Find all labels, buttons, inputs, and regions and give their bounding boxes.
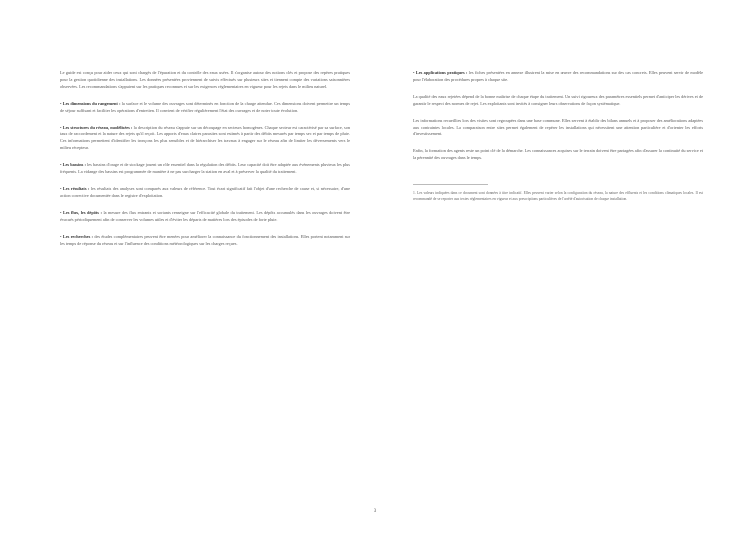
item-lead: Les structures du réseau, modélisées : <box>62 124 133 130</box>
body-paragraph: Les informations recueillies lors des visites sont regroupées dans une base commune. Elles servent à établir des bilans annuels et à proposer des améliorations adaptées aux contraintes locales. La comparaison entre sites permet également de repérer les installations qui nécessitent une attention particulière et d'orienter les efforts d'investissement. <box>413 117 703 137</box>
item-lead: Les applications pratiques : <box>415 70 468 75</box>
list-item: • Les dimensions du rangement : la surface et le volume des ouvrages sont déterminés en fonction de la charge attendue. Ces dimensions doivent permettre un temps de séjour suffisant et faciliter les opérations d'entretien. Il convient de vérifier régulièrement l'état des ouvrages et de noter toute évolution. <box>60 100 350 113</box>
item-text: les résultats des analyses sont comparés aux valeurs de référence. Tout écart significatif fait l'objet d'une recherche de cause et, si nécessaire, d'une action corrective documentée dans le registre d'exploitation. <box>60 185 350 198</box>
list-item: • Les flux, les dépôts : la mesure des flux entrants et sortants renseigne sur l'efficacité globale du traitement. Les dépôts accumulés dans les ouvrages doivent être évacués périodiquement afin de conserver les volumes utiles et d'éviter les départs de matières lors des épisodes de forte pluie. <box>60 209 351 222</box>
item-text: la description du réseau s'appuie sur un découpage en secteurs homogènes. Chaque secteur est caractérisé par sa surface, son taux de raccordement et la nature des rejets qu'il reçoit. Les apports d'eaux claires parasites sont estimés à partir des débits mesurés par temps sec et par temps de pluie. Ces informations permettent d'identifier les tronçons les plus sensibles et de hiérarchiser les travaux à engager sur le réseau afin de limiter les déversements vers le milieu récepteur. <box>60 124 350 151</box>
item-lead: Les bassins : <box>62 162 86 168</box>
item-lead: Les résultats : <box>62 185 90 191</box>
item-lead: Les flux, les dépôts : <box>63 209 102 215</box>
list-item: • Les bassins : les bassins d'orage et de stockage jouent un rôle essentiel dans la régulation des débits. Leur capacité doit être adaptée aux événements pluvieux les plus fréquents. La vidange des bassins est programmée de manière à ne pas surcharger la station en aval et à préserver la qualité du traitement. <box>60 162 350 175</box>
footnote-divider <box>413 184 488 185</box>
list-item: • Les résultats : les résultats des analyses sont comparés aux valeurs de référence. Tout écart significatif fait l'objet d'une recherche de cause et, si nécessaire, d'une action corrective documentée dans le registre d'exploitation. <box>60 185 350 198</box>
list-item: • Les applications pratiques : les fiches présentées en annexe illustrent la mise en œuvre des recommandations sur des cas concrets. Elles peuvent servir de modèle pour l'élaboration des procédures propres à chaque site. <box>413 70 703 82</box>
item-text: les fiches présentées en annexe illustrent la mise en œuvre des recommandations sur des cas concrets. Elles peuvent servir de modèle pour l'élaboration des procédures propres à chaque site. <box>413 70 703 82</box>
item-text: la mesure des flux entrants et sortants renseigne sur l'efficacité globale du traitement. Les dépôts accumulés dans les ouvrages doivent être évacués périodiquement afin de conserver les volumes utiles et d'éviter les départs de matières lors des épisodes de forte pluie. <box>60 209 351 222</box>
right-column <box>413 70 703 206</box>
item-lead: Les recherches : <box>62 233 93 239</box>
list-item: • Les structures du réseau, modélisées : la description du réseau s'appuie sur un découpage en secteurs homogènes. Chaque secteur est caractérisé par sa surface, son taux de raccordement et la nature des rejets qu'il reçoit. Les apports d'eaux claires parasites sont estimés à partir des débits mesurés par temps sec et par temps de pluie. Ces informations permettent d'identifier les tronçons les plus sensibles et de hiérarchiser les travaux à engager sur le réseau afin de limiter les déversements vers le milieu récepteur. <box>60 124 350 151</box>
footnote: 1. Les valeurs indiquées dans ce document sont données à titre indicatif. Elles peuvent varier selon la configuration du réseau, la nature des effluents et les conditions climatiques locales. Il est recommandé de se reporter aux textes réglementaires en vigueur et aux prescriptions particulières de l'arrêté d'autorisation de chaque installation. <box>413 191 703 201</box>
item-lead: Les dimensions du rangement : <box>62 100 121 106</box>
item-text: des études complémentaires peuvent être menées pour améliorer la connaissance du fonctionnement des installations. Elles portent notamment sur les temps de réponse du réseau et sur l'influence des conditions météorologiques sur les charges reçues. <box>60 233 351 246</box>
body-paragraph: La qualité des eaux rejetées dépend de la bonne maîtrise de chaque étape du traitement. Un suivi rigoureux des paramètres essentiels permet d'anticiper les dérives et de garantir le respect des normes de rejet. Les exploitants sont invités à consigner leurs observations de façon systématique. <box>413 93 703 106</box>
body-paragraph: Enfin, la formation des agents reste un point clé de la démarche. Les connaissances acquises sur le terrain doivent être partagées afin d'assurer la continuité du service et la pérennité des ouvrages dans le temps. <box>413 148 703 161</box>
left-column <box>60 70 350 257</box>
item-text: les bassins d'orage et de stockage jouent un rôle essentiel dans la régulation des débits. Leur capacité doit être adaptée aux événements pluvieux les plus fréquents. La vidange des bassins est programmée de manière à ne pas surcharger la station en aval et à préserver la qualité du traitement. <box>60 162 350 175</box>
intro-paragraph: Le guide est conçu pour aider ceux qui sont chargés de l'épuration et du contrôle des eaux usées. Il s'organise autour des notions clés et propose des repères pratiques pour la gestion quotidienne des installations. Les données présentées proviennent de suivis effectués sur plusieurs sites et tiennent compte des variations saisonnières observées. Les recommandations s'appuient sur les pratiques reconnues et sur les exigences réglementaires en vigueur pour les rejets dans le milieu naturel. <box>60 70 350 89</box>
item-text: la surface et le volume des ouvrages sont déterminés en fonction de la charge attendue. Ces dimensions doivent permettre un temps de séjour suffisant et faciliter les opérations d'entretien. Il convient de vérifier régulièrement l'état des ouvrages et de noter toute évolution. <box>60 100 350 113</box>
page-number: 3 <box>373 509 377 514</box>
list-item: • Les recherches : des études complémentaires peuvent être menées pour améliorer la connaissance du fonctionnement des installations. Elles portent notamment sur les temps de réponse du réseau et sur l'influence des conditions météorologiques sur les charges reçues. <box>60 233 351 246</box>
